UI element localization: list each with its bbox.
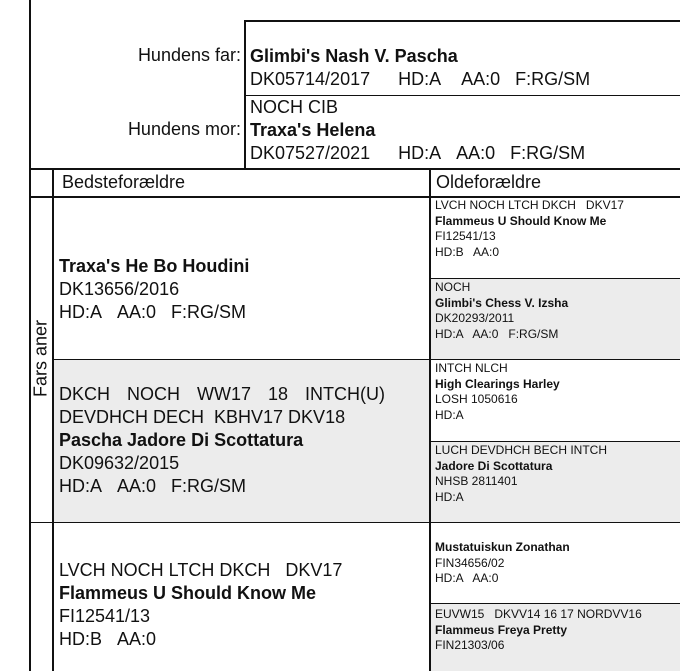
ggp6-reg: FIN21303/06 <box>435 638 505 652</box>
ggp3-titles: INTCH NLCH <box>435 361 508 375</box>
gp1-name: Traxa's He Bo Houdini <box>59 256 250 276</box>
ggp-div-3 <box>431 441 680 442</box>
ggp5-reg: FIN34656/02 <box>435 555 505 570</box>
gp-divider-1 <box>54 359 430 360</box>
sire-label: Hundens far: <box>137 45 241 65</box>
grandparent-3 <box>54 559 426 651</box>
ggp-3 <box>431 361 680 423</box>
dam-titles: NOCH CIB <box>250 97 339 117</box>
gp3-titles: LVCH NOCH LTCH DKCH DKV17 <box>59 560 343 580</box>
parent-box-top <box>244 20 680 22</box>
ggp3-health: HD:A <box>435 407 464 422</box>
dam-details <box>250 142 676 165</box>
ggp5-health: HD:A AA:0 <box>435 571 499 585</box>
gp3-health: HD:B AA:0 <box>59 629 157 649</box>
ggp3-name: High Clearings Harley <box>435 376 560 391</box>
sire-info <box>246 45 676 91</box>
gp2-health: HD:A AA:0 F:RG/SM <box>59 476 247 496</box>
gp2-name: Pascha Jadore Di Scottatura <box>59 430 304 450</box>
gp1-health: HD:A AA:0 F:RG/SM <box>59 302 247 322</box>
ggp-5 <box>431 540 680 587</box>
side-label: Fars aner <box>30 319 51 398</box>
sire-f: F:RG/SM <box>515 69 591 89</box>
gp1-reg: DK13656/2016 <box>59 279 180 299</box>
ggp2-reg: DK20293/2011 <box>435 311 515 325</box>
grandparent-1 <box>54 255 426 324</box>
ggp4-titles: LUCH DEVDHCH BECH INTCH <box>435 443 608 457</box>
great-grandparents-header: Oldeforældre <box>436 172 542 192</box>
gp2-titles: DKCH NOCH WW17 18 INTCH(U) <box>59 384 386 404</box>
ggp2-name: Glimbi's Chess V. Izsha <box>435 295 569 310</box>
ggp1-titles: LVCH NOCH LTCH DKCH DKV17 <box>435 198 624 212</box>
ggp1-reg: FI12541/13 <box>435 229 496 243</box>
dam-aa: AA:0 <box>456 143 496 163</box>
sire-aa: AA:0 <box>461 69 501 89</box>
ggp6-name: Flammeus Freya Pretty <box>435 622 568 637</box>
gp2-titles-2: DEVDHCH DECH KBHV17 DKV18 <box>59 407 346 427</box>
ggp-4 <box>431 443 680 505</box>
ggp1-health: HD:B AA:0 <box>435 244 500 259</box>
dam-info <box>246 96 676 165</box>
ggp-div-1 <box>431 278 680 279</box>
sire-details <box>250 68 676 91</box>
ggp6-titles: EUVW15 DKVV14 16 17 NORDVV16 <box>435 607 642 621</box>
ggp5-name: Mustatuiskun Zonathan <box>435 540 570 554</box>
ggp4-health: HD:A <box>435 489 464 504</box>
gp3-name: Flammeus U Should Know Me <box>59 583 317 603</box>
ggp-2 <box>431 280 680 342</box>
gp2-reg: DK09632/2015 <box>59 453 180 473</box>
dam-hd: HD:A <box>398 143 442 163</box>
ggp4-name: Jadore Di Scottatura <box>435 458 553 473</box>
ggp2-titles: NOCH <box>435 280 471 294</box>
ggp-div-5 <box>431 603 680 604</box>
ggp-6 <box>431 607 680 654</box>
dam-f: F:RG/SM <box>510 143 586 163</box>
sire-reg: DK05714/2017 <box>250 69 371 89</box>
dam-name: Traxa's Helena <box>250 120 376 140</box>
dam-reg: DK07527/2021 <box>250 143 371 163</box>
ggp2-health: HD:A AA:0 F:RG/SM <box>435 326 559 341</box>
grandparents-header: Bedsteforældre <box>62 172 186 192</box>
section-divider <box>29 522 680 523</box>
sire-hd: HD:A <box>398 69 442 89</box>
grandparent-2 <box>54 383 428 498</box>
dam-label: Hundens mor: <box>127 119 241 139</box>
header-top <box>29 168 680 170</box>
gp3-reg: FI12541/13 <box>59 606 151 626</box>
ggp3-reg: LOSH 1050616 <box>435 392 518 406</box>
ggp1-name: Flammeus U Should Know Me <box>435 213 607 228</box>
ggp-1 <box>431 198 680 260</box>
ggp4-reg: NHSB 2811401 <box>435 474 518 488</box>
ggp-div-2 <box>431 359 680 360</box>
sire-name: Glimbi's Nash V. Pascha <box>250 46 458 66</box>
